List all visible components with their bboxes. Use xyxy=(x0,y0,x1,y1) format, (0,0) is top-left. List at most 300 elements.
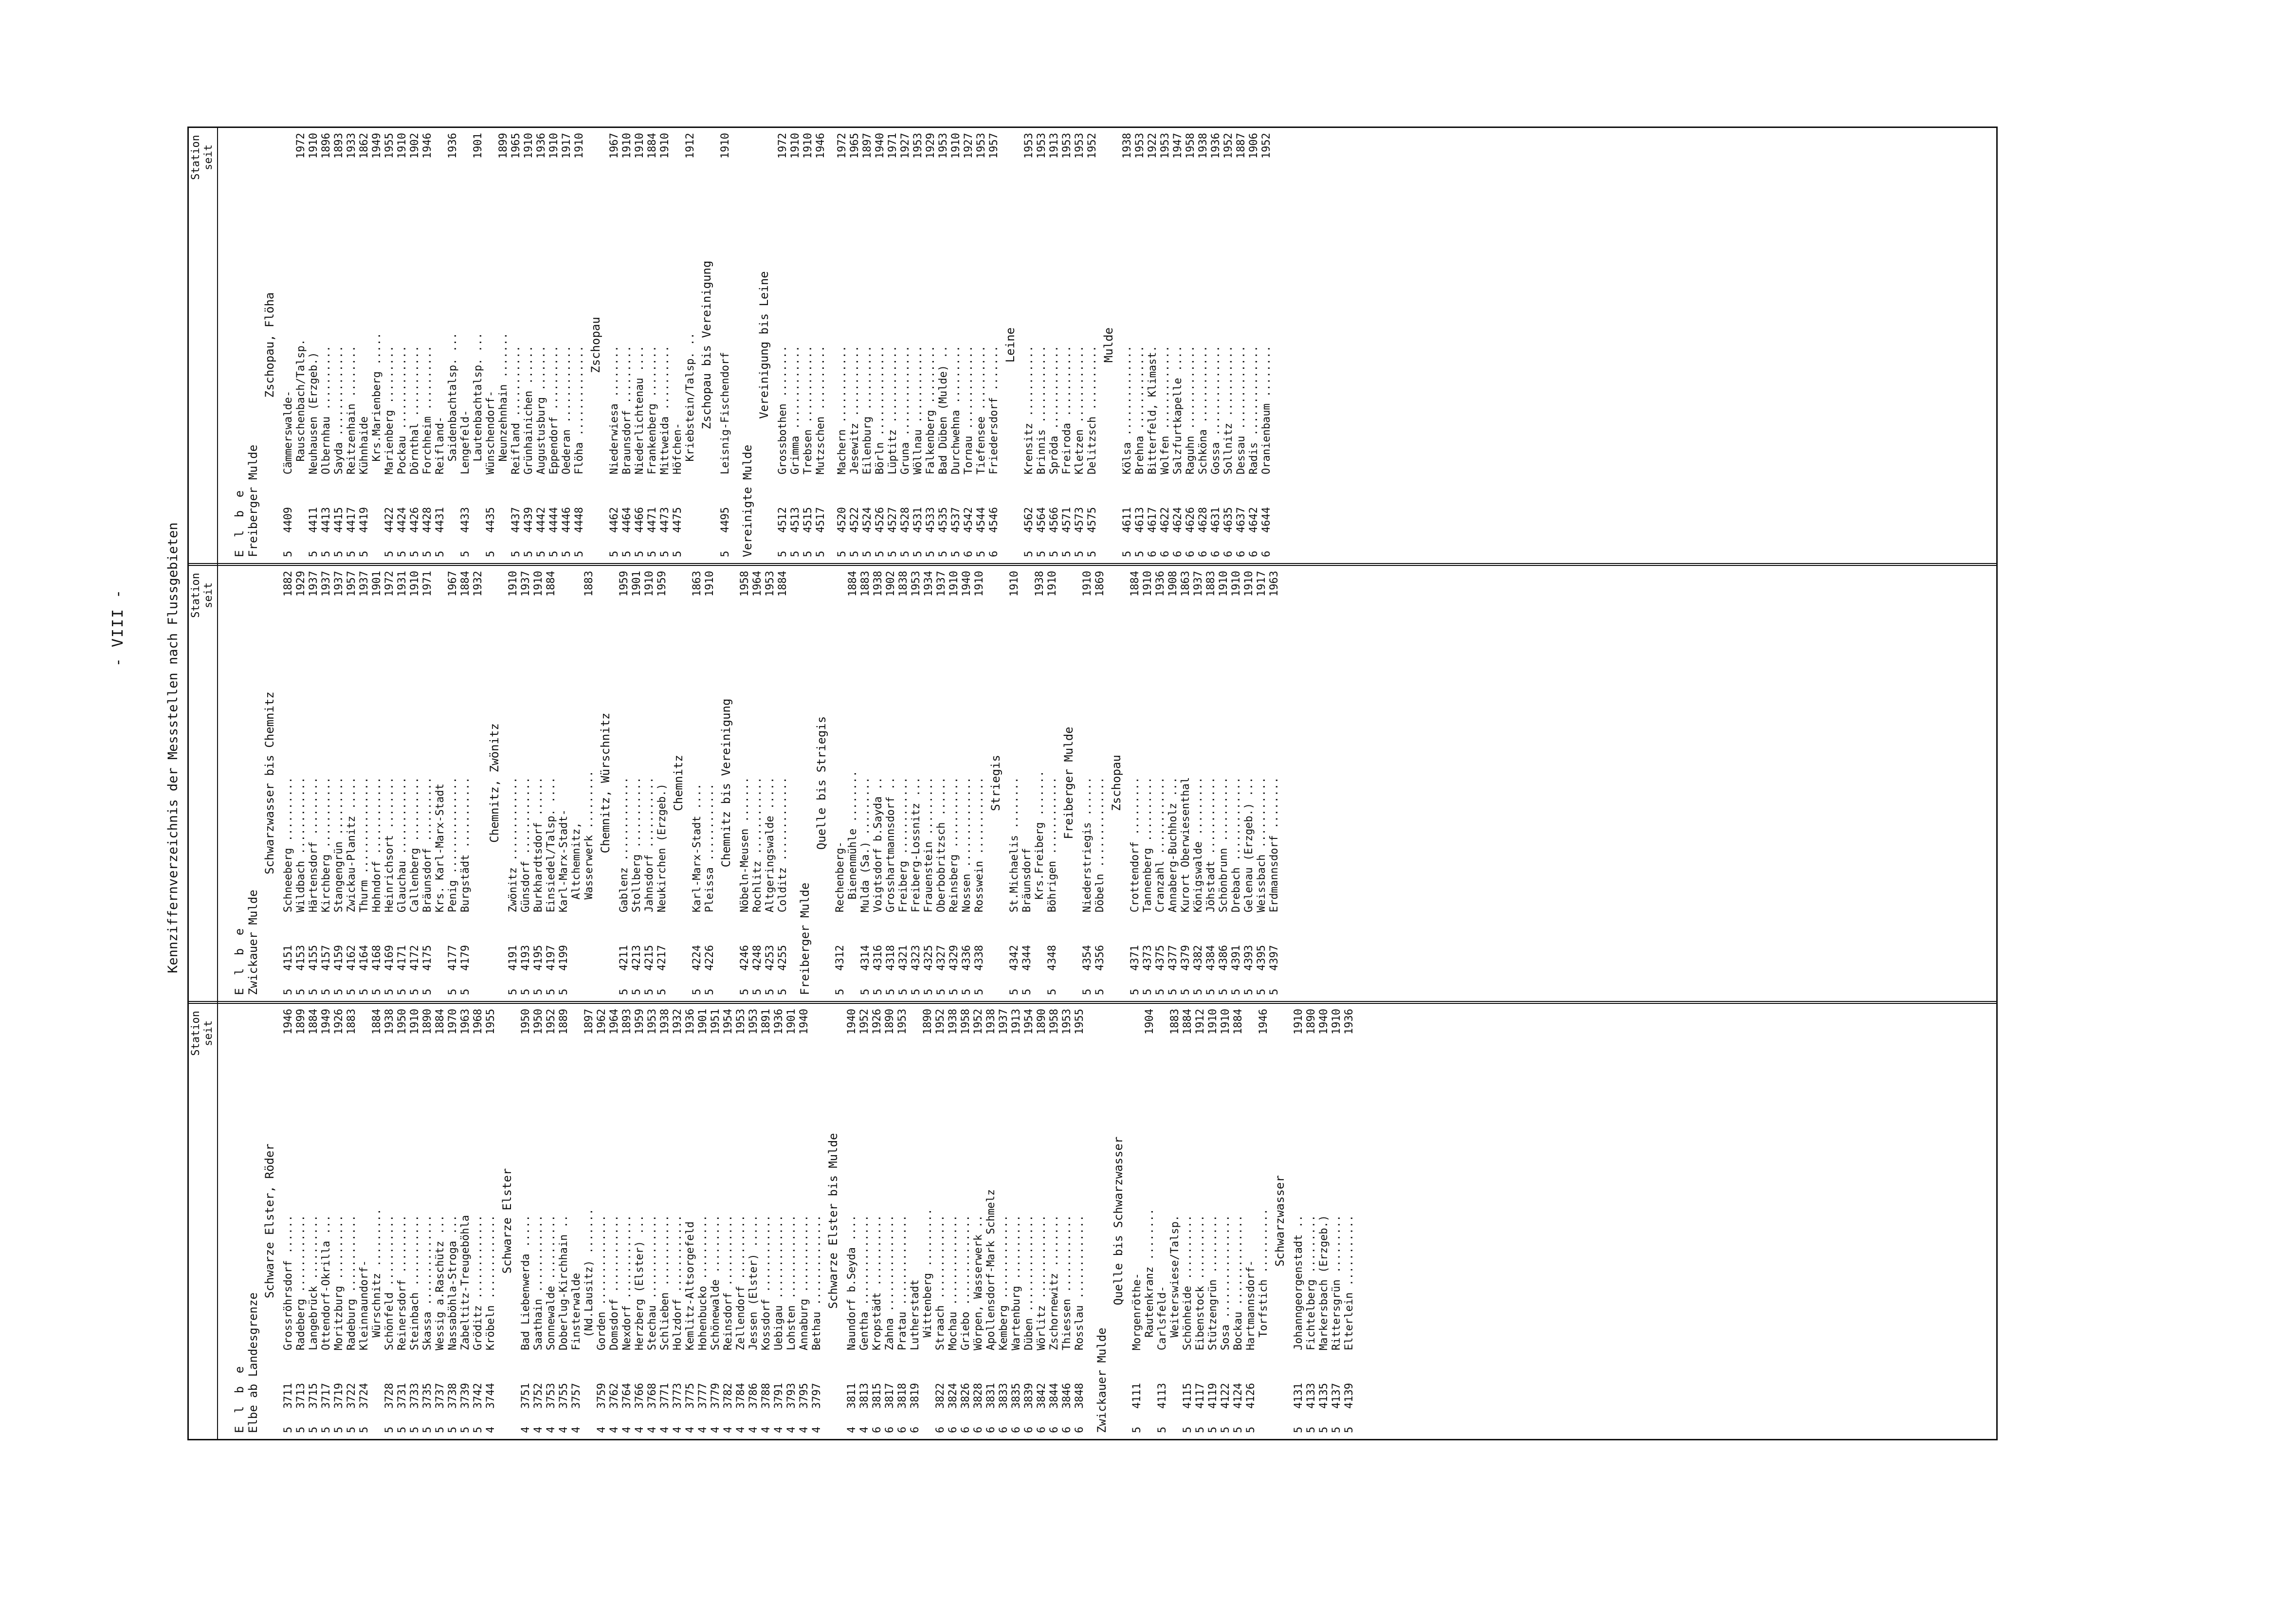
region-code: 5 xyxy=(1194,1426,1206,1433)
station-name: Rittersgrün ......... xyxy=(1330,1215,1343,1350)
station-name: Grimma ............. xyxy=(789,345,802,474)
station-name: Döbeln .............. xyxy=(1094,777,1106,912)
region-code: 5 xyxy=(434,550,446,557)
region-code: 5 xyxy=(887,550,899,557)
station-number: 3817 xyxy=(884,1383,896,1409)
station-row xyxy=(922,1009,934,1433)
station-number: 4446 xyxy=(561,507,573,533)
station-row xyxy=(485,1009,497,1433)
station-since-year: 1884 xyxy=(1232,1009,1244,1035)
region-code: 5 xyxy=(1074,550,1086,557)
station-since-year: 1910 xyxy=(704,571,716,597)
station-row xyxy=(1008,571,1021,995)
station-row xyxy=(333,1009,346,1433)
region-code: 5 xyxy=(295,1426,307,1433)
station-row xyxy=(1210,133,1222,557)
region-code: 6 xyxy=(1184,550,1197,557)
spacer xyxy=(789,571,798,995)
station-name: Drebach ............. xyxy=(1230,777,1242,912)
station-since-year: 1910 xyxy=(1293,1009,1305,1035)
station-number: 4323 xyxy=(910,945,922,971)
station-name: Jessen (Elster) ..... xyxy=(747,1215,760,1350)
table-column-3 xyxy=(218,128,1996,566)
station-since-year: 1884 xyxy=(459,571,472,597)
station-name: Krs.Marienberg ..... xyxy=(371,332,383,474)
station-row xyxy=(849,133,861,557)
station-since-year: 1910 xyxy=(1330,1009,1343,1035)
station-seit-header: Station seit xyxy=(190,135,215,180)
station-since-year: 1863 xyxy=(1180,571,1192,597)
station-name: Sayda .............. xyxy=(333,345,345,474)
station-name: Neukirchen (Erzgeb.) xyxy=(656,777,668,912)
station-row xyxy=(558,1009,570,1433)
subsection-heading: Chemnitz, Würschnitz xyxy=(599,712,612,854)
station-row xyxy=(1205,571,1218,995)
station-since-year: 1910 xyxy=(659,133,671,159)
region-code: 5 xyxy=(346,1426,358,1433)
station-number: 4155 xyxy=(308,945,320,971)
station-name: Lengefeld- xyxy=(459,410,472,474)
station-row xyxy=(320,1009,333,1433)
station-number: 3815 xyxy=(871,1383,883,1409)
station-row xyxy=(472,1009,485,1433)
station-name: Eilenburg .......... xyxy=(861,345,874,474)
region-code: 5 xyxy=(421,1426,434,1433)
station-number: 4171 xyxy=(396,945,408,971)
station-number: 4122 xyxy=(1220,1383,1232,1409)
station-name: Pleissa ............ xyxy=(704,783,716,912)
region-code: 5 xyxy=(1268,988,1280,995)
station-row xyxy=(1034,571,1046,995)
station-since-year: 1883 xyxy=(1205,571,1217,597)
region-code: 5 xyxy=(948,988,960,995)
station-row xyxy=(535,133,548,557)
station-row xyxy=(459,571,472,995)
station-since-year: 1910 xyxy=(573,133,585,159)
station-name: Braunsdorf ......... xyxy=(621,345,633,474)
region-code: 5 xyxy=(1218,988,1230,995)
station-number: 4224 xyxy=(691,945,703,971)
station-number: 4628 xyxy=(1197,507,1209,533)
region-code: 5 xyxy=(1305,1426,1317,1433)
station-row xyxy=(447,133,459,557)
station-since-year: 1910 xyxy=(621,133,633,159)
station-row xyxy=(608,1009,621,1433)
station-name: Heinrichsort ........ xyxy=(383,777,396,912)
station-name: Hartmannsdorf- xyxy=(1245,1260,1257,1350)
page-number: - VIII - xyxy=(109,588,127,667)
station-name: Cämmerswalde- xyxy=(282,390,294,474)
station-since-year: 1910 xyxy=(973,571,985,597)
station-row xyxy=(912,133,925,557)
station-since-year: 1967 xyxy=(608,133,620,159)
station-name: Nöbeln-Meusen ....... xyxy=(739,777,751,912)
station-name: Annaburg ............ xyxy=(798,1215,810,1350)
region-code: 5 xyxy=(975,550,987,557)
station-row xyxy=(523,133,535,557)
spacer xyxy=(1086,1009,1095,1433)
station-row xyxy=(948,571,961,995)
station-number: 3764 xyxy=(621,1383,633,1409)
station-number: 3744 xyxy=(485,1383,497,1409)
station-since-year: 1910 xyxy=(409,1009,421,1035)
station-name: Kölsa .............. xyxy=(1121,345,1133,474)
region-code: 4 xyxy=(485,1426,497,1433)
station-name: Rechenberg- xyxy=(834,841,846,912)
region-code: 5 xyxy=(548,550,560,557)
station-number: 4391 xyxy=(1230,945,1242,971)
region-code: 5 xyxy=(346,550,358,557)
station-number: 4520 xyxy=(836,507,848,533)
station-since-year: 1917 xyxy=(1256,571,1268,597)
station-row xyxy=(1207,1009,1220,1433)
station-since-year: 1910 xyxy=(789,133,802,159)
station-since-year: 1910 xyxy=(948,571,960,597)
subsection-heading: Mulde xyxy=(1102,327,1115,363)
station-row xyxy=(570,1009,583,1433)
station-since-year: 1897 xyxy=(583,1009,595,1035)
station-name: Griebo .............. xyxy=(960,1215,972,1350)
region-code: 6 xyxy=(1197,550,1209,557)
station-number: 4117 xyxy=(1194,1383,1206,1409)
station-name: Kühnhaide xyxy=(358,416,370,474)
region-code: 6 xyxy=(1074,1426,1086,1433)
station-since-year: 1959 xyxy=(618,571,630,597)
station-row xyxy=(1036,133,1048,557)
station-name: Grosshartmannsdorf .. xyxy=(885,777,897,912)
station-number: 4419 xyxy=(358,507,370,533)
station-row xyxy=(371,1009,383,1433)
station-since-year: 1910 xyxy=(1230,571,1242,597)
region-code: 5 xyxy=(704,988,716,995)
station-row xyxy=(777,571,789,995)
station-since-year: 1929 xyxy=(925,133,937,159)
station-since-year: 1940 xyxy=(846,1009,858,1035)
station-name: Penig ............... xyxy=(447,777,459,912)
region-code: 5 xyxy=(1245,1426,1257,1433)
station-number: 4435 xyxy=(485,507,497,533)
station-since-year: 1972 xyxy=(777,133,789,159)
station-seit-header: Station seit xyxy=(190,1011,215,1056)
station-number: 3848 xyxy=(1074,1383,1086,1409)
station-row xyxy=(1243,571,1256,995)
station-since-year: 1971 xyxy=(421,571,434,597)
station-row xyxy=(985,1009,998,1433)
station-since-year: 1901 xyxy=(785,1009,798,1035)
region-code: 4 xyxy=(596,1426,608,1433)
region-code: 5 xyxy=(1121,550,1133,557)
station-since-year: 1910 xyxy=(1218,571,1230,597)
subsection-heading: Zschopau, Flöha xyxy=(263,292,276,398)
station-name: Erdmannsdorf ........ xyxy=(1268,777,1280,912)
station-number: 4354 xyxy=(1081,945,1093,971)
station-name: Zschornewitz ........ xyxy=(1048,1215,1060,1350)
station-since-year: 1946 xyxy=(282,1009,294,1035)
region-code: 4 xyxy=(672,1426,684,1433)
station-number: 4199 xyxy=(558,945,570,971)
station-since-year: 1958 xyxy=(739,571,751,597)
region-code: 5 xyxy=(472,1426,484,1433)
station-row xyxy=(570,571,583,995)
station-row xyxy=(608,133,621,557)
station-number: 3735 xyxy=(421,1383,434,1409)
station-name: Langebrück .......... xyxy=(308,1215,320,1350)
station-number: 3739 xyxy=(459,1383,472,1409)
region-code: 5 xyxy=(1318,1426,1330,1433)
station-since-year: 1950 xyxy=(520,1009,532,1035)
region-code: 5 xyxy=(320,1426,332,1433)
station-since-year: 1936 xyxy=(773,1009,785,1035)
station-name: Falkenberg ......... xyxy=(925,345,937,474)
station-name: Freiberg-Lossnitz ... xyxy=(910,777,922,912)
station-row xyxy=(308,571,320,995)
station-name: Kemberg ............. xyxy=(998,1215,1010,1350)
station-since-year: 1931 xyxy=(396,571,408,597)
station-since-year: 1952 xyxy=(545,1009,557,1035)
region-code: 5 xyxy=(535,550,547,557)
station-number: 4226 xyxy=(704,945,716,971)
station-since-year: 1937 xyxy=(998,1009,1010,1035)
station-since-year: 1952 xyxy=(1260,133,1273,159)
region-code: 5 xyxy=(836,550,848,557)
station-since-year: 1883 xyxy=(583,571,595,597)
region-code: 6 xyxy=(1147,550,1159,557)
station-name: Lohsten ............. xyxy=(785,1215,798,1350)
station-number: 3731 xyxy=(396,1383,408,1409)
station-since-year: 1955 xyxy=(485,1009,497,1035)
station-name: Flöha .............. xyxy=(573,345,585,474)
station-row xyxy=(1023,1009,1036,1433)
station-name: Krs. Karl-Marx-Stadt xyxy=(434,783,446,912)
station-number: 4157 xyxy=(320,945,332,971)
station-name: Grossbothen ........ xyxy=(777,345,789,474)
station-row xyxy=(885,571,897,995)
region-code: 5 xyxy=(545,988,557,995)
station-name: Frankenberg ........ xyxy=(646,345,658,474)
station-row xyxy=(874,133,887,557)
station-row xyxy=(548,133,561,557)
station-name: Reinsberg ........... xyxy=(948,777,960,912)
station-name: Lüptitz ............ xyxy=(887,345,899,474)
station-since-year: 1972 xyxy=(295,133,307,159)
station-name: Radis .............. xyxy=(1248,345,1260,474)
station-name: Carlsfeld- xyxy=(1156,1286,1168,1350)
station-name: Gossa .............. xyxy=(1210,345,1222,474)
station-since-year: 1963 xyxy=(459,1009,472,1035)
station-name: Gentha .............. xyxy=(858,1215,871,1350)
station-number: 4162 xyxy=(346,945,358,971)
station-since-year: 1952 xyxy=(858,1009,871,1035)
station-name: Bitterfeld, Klimast. xyxy=(1147,345,1159,474)
station-index-table xyxy=(187,127,1998,1440)
station-number: 4613 xyxy=(1134,507,1146,533)
station-row xyxy=(510,133,523,557)
station-row xyxy=(459,1009,472,1433)
station-name: Schköna ............ xyxy=(1197,345,1209,474)
region-code: 5 xyxy=(925,550,937,557)
station-name: Saathain ............ xyxy=(532,1215,545,1350)
station-number: 4115 xyxy=(1182,1383,1194,1409)
station-since-year: 1937 xyxy=(308,571,320,597)
station-number: 4316 xyxy=(872,945,884,971)
station-row xyxy=(1257,1009,1270,1433)
station-row xyxy=(961,571,973,995)
station-name: Schönewalde ......... xyxy=(710,1215,722,1350)
station-row xyxy=(358,571,371,995)
station-name: Mochau .............. xyxy=(947,1215,959,1350)
station-since-year: 1957 xyxy=(988,133,1000,159)
station-name: Salzfurtkapelle .... xyxy=(1172,345,1184,474)
station-row xyxy=(545,1009,558,1433)
station-name: Schönbrunn .......... xyxy=(1218,777,1230,912)
region-code: 5 xyxy=(333,550,345,557)
station-number: 4562 xyxy=(1023,507,1035,533)
station-since-year: 1953 xyxy=(937,133,949,159)
station-since-year: 1910 xyxy=(719,133,731,159)
header-cell xyxy=(189,1004,217,1439)
station-name: Düben ............... xyxy=(1023,1215,1035,1350)
subsection-heading: Schwarze Elster, Röder xyxy=(263,1144,276,1298)
station-since-year: 1936 xyxy=(1154,571,1166,597)
region-code: 5 xyxy=(1256,988,1268,995)
station-name: Moritzburg .......... xyxy=(333,1215,345,1350)
station-row xyxy=(646,133,659,557)
station-since-year: 1910 xyxy=(548,133,560,159)
station-number: 4611 xyxy=(1121,507,1133,533)
station-name: Freiberg ............ xyxy=(897,777,910,912)
station-number: 3791 xyxy=(773,1383,785,1409)
station-since-year: 1904 xyxy=(1144,1009,1156,1035)
station-since-year: 1937 xyxy=(935,571,948,597)
station-row xyxy=(1194,1009,1207,1433)
station-row xyxy=(1184,133,1197,557)
station-number: 4573 xyxy=(1074,507,1086,533)
station-row xyxy=(777,133,789,557)
station-name: Freiroda ........... xyxy=(1061,345,1073,474)
station-row xyxy=(896,1009,909,1433)
station-row xyxy=(358,133,371,557)
station-row xyxy=(972,1009,985,1433)
station-number: 4527 xyxy=(887,507,899,533)
station-name: Niederwiesa ........ xyxy=(608,345,620,474)
station-since-year: 1884 xyxy=(308,1009,320,1035)
station-number: 3839 xyxy=(1023,1383,1035,1409)
station-row xyxy=(295,133,308,557)
station-name: Weissbach ........... xyxy=(1256,777,1268,912)
station-row xyxy=(1330,1009,1343,1433)
region-code: 5 xyxy=(485,550,497,557)
region-code: 5 xyxy=(383,1426,396,1433)
station-since-year: 1890 xyxy=(421,1009,434,1035)
station-name: Bienenmühle ........ xyxy=(847,770,859,912)
station-row xyxy=(346,1009,358,1433)
station-number: 3813 xyxy=(858,1383,871,1409)
station-name: Augustusburg ....... xyxy=(535,345,547,474)
station-number: 3775 xyxy=(684,1383,696,1409)
region-code: 6 xyxy=(988,550,1000,557)
station-row xyxy=(1343,1009,1356,1433)
region-code: 4 xyxy=(684,1426,696,1433)
station-number: 3786 xyxy=(747,1383,760,1409)
station-since-year: 1952 xyxy=(1086,133,1098,159)
station-number: 4535 xyxy=(937,507,949,533)
region-code: 4 xyxy=(811,1426,823,1433)
station-row xyxy=(383,1009,396,1433)
station-name: Cranzahl ............ xyxy=(1154,777,1166,912)
station-since-year: 1938 xyxy=(659,1009,671,1035)
region-code: 5 xyxy=(643,988,656,995)
station-since-year: 1910 xyxy=(532,571,545,597)
station-number: 4473 xyxy=(659,507,671,533)
region-code: 5 xyxy=(396,550,408,557)
region-code: 5 xyxy=(447,988,459,995)
station-number: 4135 xyxy=(1318,1383,1330,1409)
station-row xyxy=(684,133,697,557)
station-name: Domsdorf ............ xyxy=(608,1215,620,1350)
region-code: 5 xyxy=(561,550,573,557)
region-code: 4 xyxy=(773,1426,785,1433)
section-heading: Zwickauer Mulde xyxy=(246,890,260,995)
station-number: 3771 xyxy=(659,1383,671,1409)
station-number: 4153 xyxy=(295,945,307,971)
region-code: 4 xyxy=(785,1426,798,1433)
region-code: 5 xyxy=(1046,988,1058,995)
station-name: Eppendorf .......... xyxy=(548,345,560,474)
station-row xyxy=(447,571,459,995)
station-name: St.Michaelis ........ xyxy=(1008,777,1020,912)
station-since-year: 1954 xyxy=(1023,1009,1035,1035)
station-number: 4215 xyxy=(643,945,656,971)
station-since-year: 1882 xyxy=(282,571,294,597)
spacer xyxy=(732,133,741,557)
station-row xyxy=(1159,133,1172,557)
region-code: 6 xyxy=(1159,550,1171,557)
region-code: 5 xyxy=(573,550,585,557)
section-heading: E l b e xyxy=(233,925,246,995)
station-name: Rosswein ............ xyxy=(973,777,985,912)
station-since-year: 1910 xyxy=(507,571,519,597)
region-code: 5 xyxy=(861,550,874,557)
region-code: 5 xyxy=(608,550,620,557)
station-since-year: 1884 xyxy=(545,571,557,597)
region-code: 5 xyxy=(899,550,911,557)
station-name: Jesewitz ........... xyxy=(849,345,861,474)
station-since-year: 1890 xyxy=(1305,1009,1317,1035)
station-name: Wittenberg ......... xyxy=(922,1208,934,1350)
station-number: 4344 xyxy=(1021,945,1033,971)
region-code: 5 xyxy=(1205,988,1217,995)
station-row xyxy=(1021,571,1034,995)
station-number: 4329 xyxy=(948,945,960,971)
station-row xyxy=(346,133,358,557)
station-number: 3793 xyxy=(785,1383,798,1409)
station-number: 4475 xyxy=(672,507,684,533)
station-number: 3811 xyxy=(846,1383,858,1409)
station-row xyxy=(691,571,704,995)
station-name: Apollensdorf-Mark Schmelz xyxy=(985,1189,997,1350)
station-number: 4531 xyxy=(912,507,924,533)
station-since-year: 1967 xyxy=(447,571,459,597)
station-number: 3711 xyxy=(282,1383,294,1409)
station-name: Börln .............. xyxy=(874,345,886,474)
station-row xyxy=(897,571,910,995)
station-row xyxy=(459,133,472,557)
subsection-heading: Freiberger Mulde xyxy=(1062,727,1075,839)
region-code: 5 xyxy=(520,988,532,995)
station-number: 4415 xyxy=(333,507,345,533)
station-name: Stollberg ........... xyxy=(631,777,643,912)
station-number: 3752 xyxy=(532,1383,545,1409)
